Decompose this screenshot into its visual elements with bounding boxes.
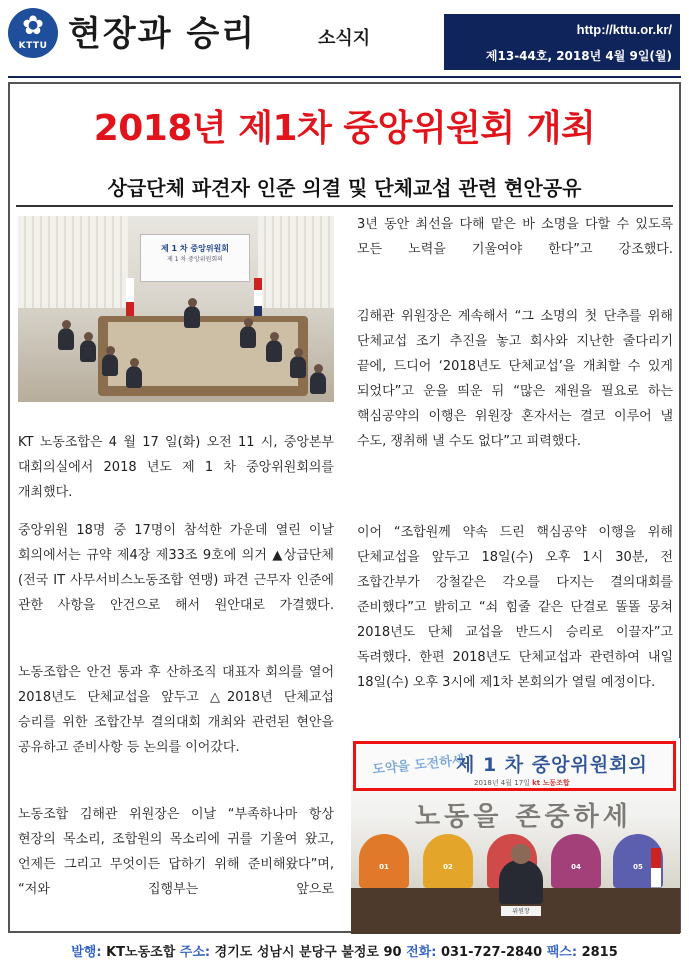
masthead-divider: [8, 76, 681, 78]
projection-screen: [140, 234, 250, 282]
article-subheadline: 상급단체 파견자 인준 의결 및 단체교섭 관련 현안공유: [107, 176, 582, 200]
screen-title: 제 1 차 중앙위원회: [160, 244, 230, 253]
event-banner: [353, 741, 676, 791]
subheadline-divider: [16, 205, 673, 207]
masthead-info-box: [444, 14, 680, 70]
banner-title: 제 1 차 중앙위원회의: [456, 754, 648, 776]
newsletter-title: 현장과 승리: [68, 14, 257, 54]
attendee: [184, 306, 200, 328]
article-paragraph: 김해관 위원장은 계속해서 “그 소명의 첫 단추를 위해 단체교섭 조기 추진을 놓고 회사와 지난한 줄다리기 끝에, 드디어 ‘2018년도 단체교섭’을 개최할 수 있게 되었다”고 운을 띄운 뒤 “많은 재원을 필요로 하는 핵심공약의 이행은 위원장 혼자서는 결코 이루어 낼 수도, 쟁취해 낼 수도 없다”고 피력했다.: [357, 309, 673, 449]
footer-contact: [0, 941, 689, 960]
window-blinds: [258, 216, 334, 308]
logo-text: KTTU: [18, 41, 48, 51]
newsletter-subtitle: 소식지: [318, 28, 371, 49]
union-logo: [8, 8, 58, 58]
publisher-label: 발행:: [71, 945, 102, 960]
article-paragraph: 노동조합 김해관 위원장은 이날 “부족하나마 항상 현장의 목소리, 조합원의 목소리에 귀를 기울여 왔고, 언제든 그리고 무엇이든 답하기 위해 준비해왔다”며, “저와 집행부는 앞으로: [18, 807, 334, 897]
chairman-figure: [499, 860, 543, 904]
nameplate: 위원장: [501, 906, 541, 916]
pledge-panel: 04: [551, 834, 601, 888]
pledge-panel: 01: [359, 834, 409, 888]
address-value: 경기도 성남시 분당구 불정로 90: [214, 945, 402, 960]
attendee: [102, 354, 118, 376]
window-blinds: [18, 216, 128, 308]
article-paragraph: 중앙위원 18명 중 17명이 참석한 가운데 열린 이날 회의에서는 규약 제4장 제33조 9호에 의거 ▲상급단체(전국 IT 사무서비스노동조합 연맹) 파견 근무자 인준에 관한 사항을 안건으로 해서 원안대로 가결했다.: [18, 523, 334, 613]
attendee: [80, 340, 96, 362]
pledge-panel: 02: [423, 834, 473, 888]
flag: [126, 278, 134, 318]
pledge-panel: 05: [613, 834, 663, 888]
website-link[interactable]: http://kttu.or.kr/: [576, 22, 672, 37]
address-label: 주소:: [179, 945, 211, 960]
phone-value: 031-727-2840: [440, 945, 543, 960]
chairman-photo: [351, 738, 680, 934]
screen-caption: 제 1 차 중앙위원회의: [167, 256, 223, 263]
issue-info: 제13-44호, 2018년 4월 9일(월): [485, 49, 672, 63]
article-paragraph: KT 노동조합은 4 월 17 일(화) 오전 11 시, 중앙본부 대회의실에서 2018 년도 제 1 차 중앙위원회의를 개최했다.: [18, 435, 334, 500]
attendee: [266, 340, 282, 362]
attendee: [310, 372, 326, 394]
publisher-value: KT노동조합: [106, 945, 176, 960]
fax-label: 팩스:: [546, 945, 578, 960]
phone-label: 전화:: [406, 945, 437, 960]
fax-value: 2815: [581, 945, 618, 960]
banner-date: 2018년 4월 17일 kt 노동조합: [474, 779, 570, 787]
flower-icon: ✿: [22, 11, 44, 41]
article-paragraph: 3년 동안 최선을 다해 맡은 바 소명을 다할 수 있도록 모든 노력을 기울여야 한다”고 강조했다.: [357, 217, 673, 257]
meeting-photo: [18, 216, 334, 402]
attendee: [290, 356, 306, 378]
article-headline: 2018년 제1차 중앙위원회 개최: [93, 108, 596, 149]
banner-script: 도약을 도전하세: [371, 753, 466, 778]
attendee: [240, 326, 256, 348]
attendee: [126, 366, 142, 388]
article-paragraph: 노동조합은 안건 통과 후 산하조직 대표자 회의를 열어 2018년도 단체교섭을 앞두고 △2018년 단체교섭 승리를 위한 조합간부 결의대회 개최와 관련된 현안을 공유하고 준비사항 등 논의를 이어갔다.: [18, 665, 334, 755]
article-paragraph: 이어 “조합원께 약속 드린 핵심공약 이행을 위해 단체교섭을 앞두고 18일(수) 오후 1시 30분, 전 조합간부가 강철같은 각오를 다지는 결의대회를 준비했다”고 밝히고 “쇠 힘줄 같은 단결로 똘똘 뭉쳐 2018년도 단체 교섭을 반드시 승리로 이끌자”고 독려했다. 한편 2018년도 단체교섭과 관련하여 내일 18일(수) 오후 3시에 제1차 본회의가 열릴 예정이다.: [357, 525, 673, 690]
flag: [254, 278, 262, 318]
attendee: [58, 328, 74, 350]
wall-slogan: 노동을 존중하세: [415, 802, 632, 832]
